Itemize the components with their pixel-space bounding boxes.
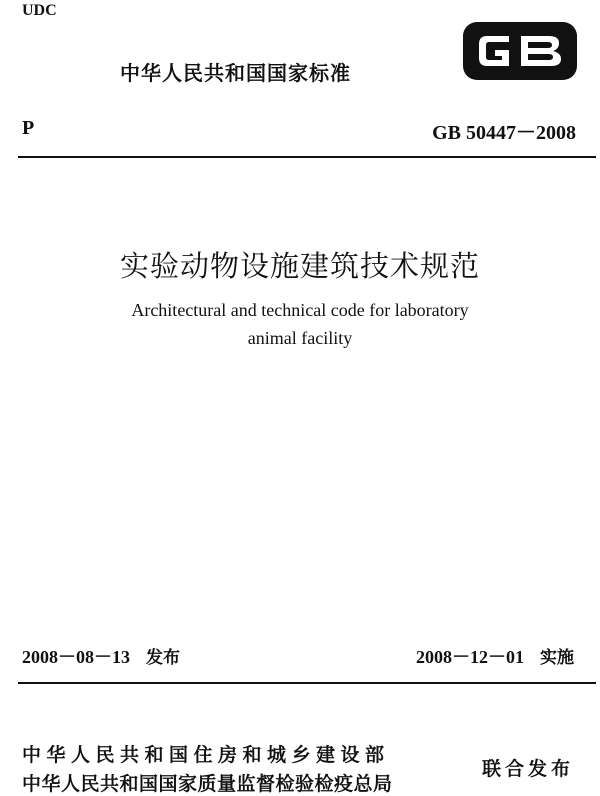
publisher-aqsiq: 中华人民共和国国家质量监督检验检疫总局 (22, 773, 393, 795)
document-title-english (60, 296, 540, 352)
implementation-label: 实施 (540, 648, 574, 668)
publisher-ministry-housing: 中华人民共和国住房和城乡建设部 (22, 744, 390, 766)
standard-number: GB 50447－2008 (432, 122, 576, 144)
title-english-line2: animal facility (247, 328, 353, 348)
classification-code: P (22, 117, 35, 139)
issue-date-block (22, 643, 180, 669)
joint-issue-label: 联合发布 (481, 758, 574, 780)
implementation-date-block (416, 643, 574, 669)
national-standard-heading: 中华人民共和国国家标准 (120, 61, 351, 85)
footer-divider (18, 682, 596, 684)
issue-label: 发布 (146, 648, 180, 668)
document-title-chinese: 实验动物设施建筑技术规范 (119, 249, 480, 283)
implementation-date: 2008－12－01 (416, 647, 524, 667)
header-divider (18, 156, 596, 158)
issue-date: 2008－08－13 (22, 647, 130, 667)
gb-logo (461, 20, 579, 82)
udc-label: UDC (22, 2, 57, 19)
title-english-line1: Architectural and technical code for laboratory (131, 300, 469, 320)
